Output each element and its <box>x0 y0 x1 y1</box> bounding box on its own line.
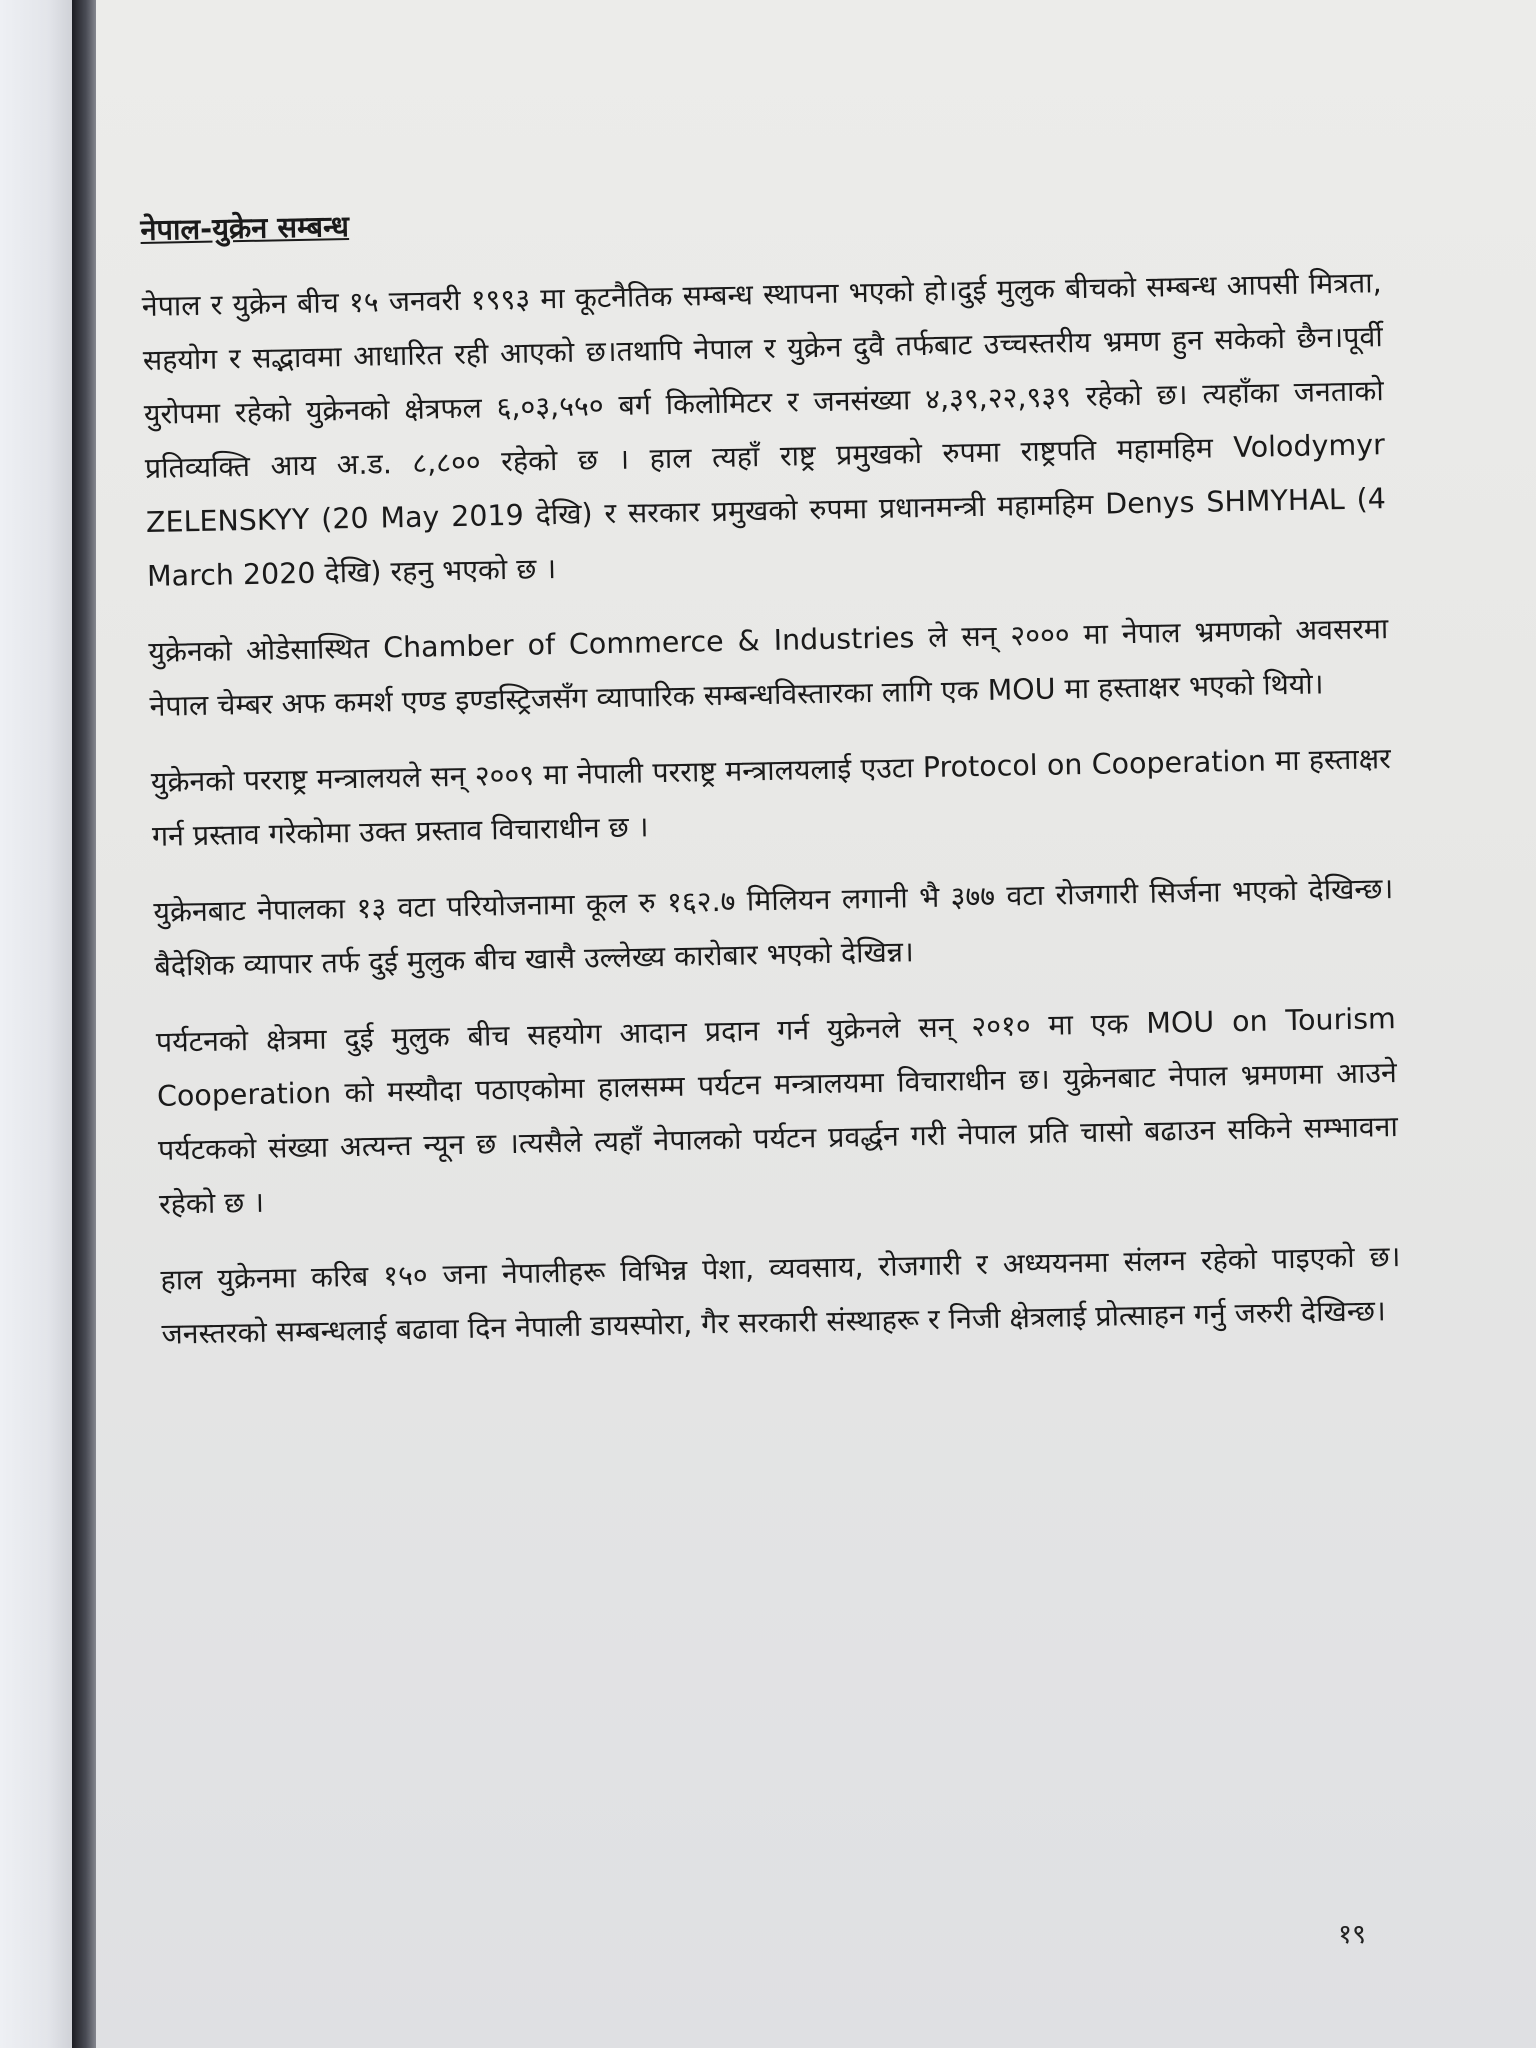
paragraph-protocol-cooperation: युक्रेनको परराष्ट्र मन्त्रालयले सन् २००९ मा नेपाली परराष्ट्र मन्त्रालयलाई एउटा Protocol on Cooperation मा हस्ताक्षर गर्न प्रस्ताव गरेकोमा उक्त प्रस्ताव विचाराधीन छ । <box>150 742 1392 853</box>
page-content <box>140 186 1402 1384</box>
paragraph-tourism: पर्यटनको क्षेत्रमा दुई मुलुक बीच सहयोग आदान प्रदान गर्न युक्रेनले सन् २०१० मा एक MOU on Tourism Cooperation को मस्यौदा पठाएकोमा हालसम्म पर्यटन मन्त्रालयमा विचाराधीन छ। युक्रेनबाट नेपाल भ्रमणमा आउने पर्यटकको संख्या अत्यन्त न्यून छ ।त्यसैले त्यहाँ नेपालको पर्यटन प्रवर्द्धन गरी नेपाल प्रति चासो बढाउन सकिने सम्भावना रहेको छ । <box>155 1002 1399 1221</box>
paragraph-chamber-mou: युक्रेनको ओडेसास्थित Chamber of Commerce & Industries ले सन् २००० मा नेपाल भ्रमणको अवसरमा नेपाल चेम्बर अफ कमर्श एण्ड इण्डस्ट्रिजसँग व्यापारिक सम्बन्धविस्तारका लागि एक MOU मा हस्ताक्षर भएको थियो। <box>148 612 1389 723</box>
page-number: १९ <box>1338 1919 1367 1950</box>
paragraph-investment-trade: युक्रेनबाट नेपालका १३ वटा परियोजनामा कूल रु १६२.७ मिलियन लगानी भै ३७७ वटा रोजगारी सिर्जना भएको देखिन्छ।बैदेशिक व्यापार तर्फ दुई मुलुक बीच खासै उल्लेख्य कारोबार भएको देखिन्न। <box>153 872 1394 983</box>
section-heading: नेपाल-युक्रेन सम्बन्ध <box>140 208 350 247</box>
paragraph-relations-overview: नेपाल र युक्रेन बीच १५ जनवरी १९९३ मा कूटनैतिक सम्बन्ध स्थापना भएको हो।दुई मुलुक बीचको सम्बन्ध आपसी मित्रता, सहयोग र सद्भावमा आधारित रही आएको छ।तथापि नेपाल र युक्रेन दुवै तर्फबाट उच्चस्तरीय भ्रमण हुन सकेको छैन।पूर्वी युरोपमा रहेको युक्रेनको क्षेत्रफल ६,०३,५५० बर्ग किलोमिटर र जनसंख्या ४,३९,२२,९३९ रहेको छ। त्यहाँका जनताको प्रतिव्यक्ति आय अ.ड. ८,८०० रहेको छ । हाल त्यहाँ राष्ट्र प्रमुखको रुपमा राष्ट्रपति महामहिम Volodymyr ZELENSKYY (20 May 2019 देखि) र सरकार प्रमुखको रुपमा प्रधानमन्त्री महामहिम Denys SHMYHAL (4 March 2020 देखि) रहनु भएको छ । <box>141 266 1387 593</box>
paragraph-diaspora: हाल युक्रेनमा करिब १५० जना नेपालीहरू विभिन्न पेशा, व्यवसाय, रोजगारी र अध्ययनमा संलग्न रहेको पाइएको छ। जनस्तरको सम्बन्धलाई बढावा दिन नेपाली डायस्पोरा, गैर सरकारी संस्थाहरू र निजी क्षेत्रलाई प्रोत्साहन गर्नु जरुरी देखिन्छ। <box>160 1240 1401 1351</box>
left-page-edge <box>0 0 80 2048</box>
